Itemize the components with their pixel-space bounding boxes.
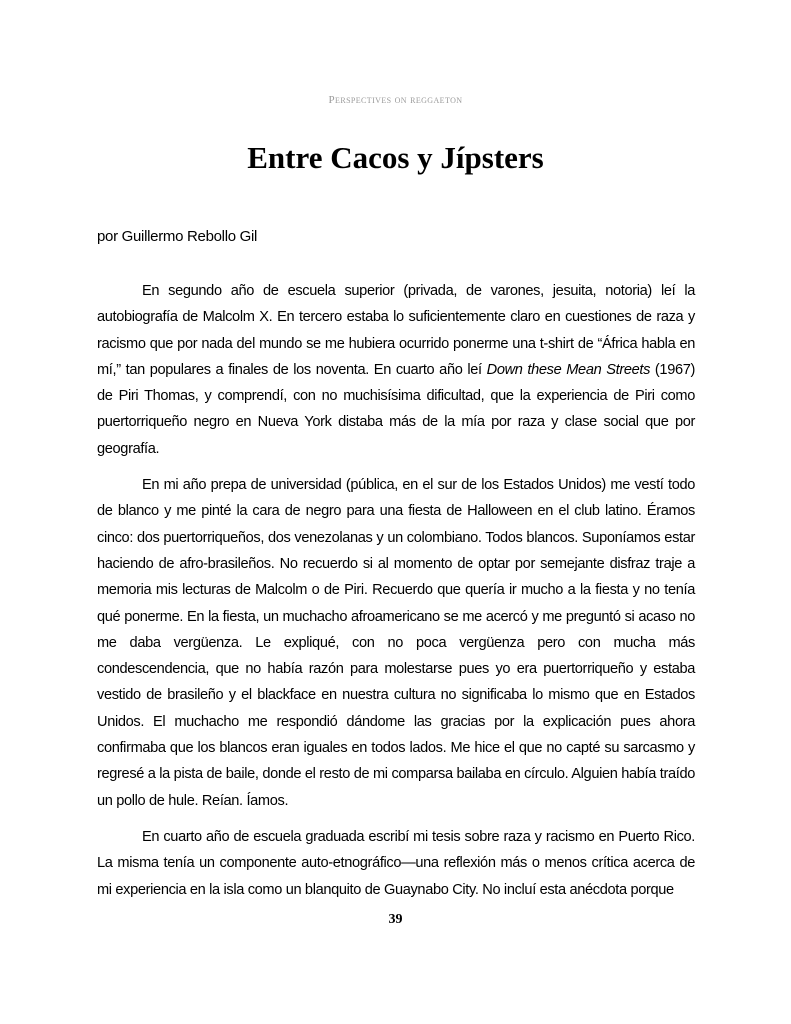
article-byline: por Guillermo Rebollo Gil bbox=[97, 228, 258, 245]
running-head: Perspectives on reggaeton bbox=[328, 94, 463, 106]
paragraph-1-text-after: (1967) de Piri Thomas, y comprendí, con no muchisísima dificultad, que la experiencia de Piri como puertorriqueño negro en Nueva York distaba más de la mía por raza y clase social que por geografía. bbox=[97, 361, 695, 457]
article-title: Entre Cacos y Jípsters bbox=[247, 140, 544, 175]
page-number: 39 bbox=[388, 912, 403, 927]
paragraph-1 bbox=[97, 278, 695, 462]
paragraph-2: En mi año prepa de universidad (pública, en el sur de los Estados Unidos) me vestí todo de blanco y me pinté la cara de negro para una fiesta de Halloween en el club latino. Éramos cinco: dos puertorriqueños, dos venezolanas y un colombiano. Todos blancos. Suponíamos estar haciendo de afro-brasileños. No recuerdo si al momento de optar por semejante disfraz traje a memoria mis lecturas de Malcolm o de Piri. Recuerdo que quería ir mucho a la fiesta y no tenía qué ponerme. En la fiesta, un muchacho afroamericano se me acercó y me preguntó si acaso no me daba vergüenza. Le expliqué, con no poca vergüenza pero con mucha más condescendencia, que no había razón para molestarse pues yo era puertorriqueño y estaba vestido de brasileño y el blackface en nuestra cultura no significaba lo mismo que en Estados Unidos. El muchacho me respondió dándome las gracias por la explicación pues ahora confirmaba que los blancos eran iguales en todos lados. Me hice el que no capté su sarcasmo y regresé a la pista de baile, donde el resto de mi comparsa bailaba en círculo. Alguien había traído un pollo de hule. Reían. Íamos. bbox=[97, 477, 695, 809]
paragraph-3: En cuarto año de escuela graduada escribí mi tesis sobre raza y racismo en Puerto Rico. La misma tenía un componente auto-etnográfico—una reflexión más o menos crítica acerca de mi experiencia en la isla como un blanquito de Guaynabo City. No incluí esta anécdota porque bbox=[97, 828, 695, 898]
book-title: Down these Mean Streets bbox=[486, 361, 651, 378]
article-body bbox=[97, 278, 695, 913]
paragraph-1-text-before: En segundo año de escuela superior (privada, de varones, jesuita, notoria) leí la autobiografía de Malcolm X. En tercero estaba lo suficientemente claro en cuestiones de raza y racismo que por nada del mundo se me hubiera ocurrido ponerme una t-shirt de “África habla en mí,” tan populares a finales de los noventa. En cuarto año leí bbox=[97, 283, 695, 378]
